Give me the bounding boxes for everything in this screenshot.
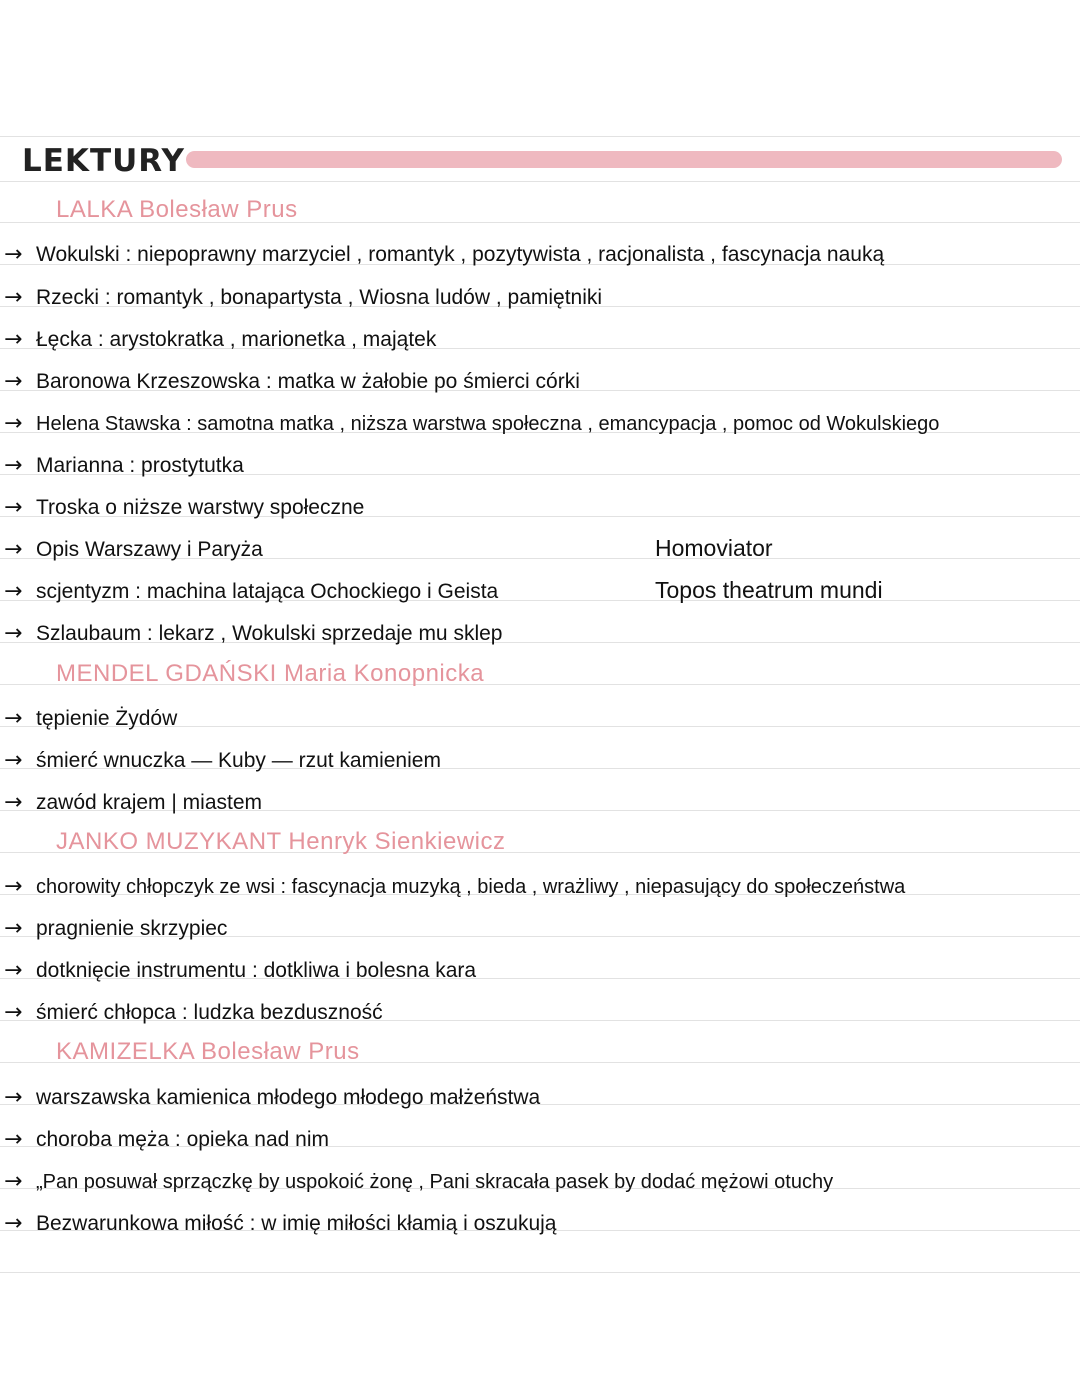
note-item: → śmierć chłopca : ludzka bezduszność [0, 996, 383, 1030]
arrow-right-icon: → [4, 285, 23, 310]
note-item: → Rzecki : romantyk , bonapartysta , Wiosna ludów , pamiętniki [0, 281, 602, 315]
note-item: → Szlaubaum : lekarz , Wokulski sprzedaje mu sklep [0, 617, 502, 651]
arrow-right-icon: → [4, 579, 23, 604]
side-note: Topos theatrum mundi [655, 577, 883, 603]
note-item: → śmierć wnuczka — Kuby — rzut kamieniem [0, 744, 441, 778]
note-item: → dotknięcie instrumentu : dotkliwa i bolesna kara [0, 954, 476, 988]
page-title: LEKTURY [22, 143, 185, 179]
arrow-right-icon: → [4, 874, 23, 899]
title-highlight-bar [186, 151, 1062, 168]
note-item: → „Pan posuwał sprzączkę by uspokoić żonę , Pani skracała pasek by dodać mężowi otuchy [0, 1165, 833, 1199]
note-item: → Helena Stawska : samotna matka , niższa warstwa społeczna , emancypacja , pomoc od Wokulskiego [0, 407, 939, 441]
ruled-line [0, 136, 1080, 137]
arrow-right-icon: → [4, 1127, 23, 1152]
note-item: → Marianna : prostytutka [0, 449, 244, 483]
arrow-right-icon: → [4, 1000, 23, 1025]
arrow-right-icon: → [4, 621, 23, 646]
section-title-lalka: LALKA Bolesław Prus [56, 196, 298, 223]
note-item: → Opis Warszawy i Paryża [0, 533, 263, 567]
arrow-right-icon: → [4, 958, 23, 983]
note-item: → Łęcka : arystokratka , marionetka , majątek [0, 323, 436, 357]
note-item: → Baronowa Krzeszowska : matka w żałobie po śmierci córki [0, 365, 580, 399]
note-item: → chorowity chłopczyk ze wsi : fascynacja muzyką , bieda , wrażliwy , niepasujący do społeczeństwa [0, 870, 905, 904]
note-item: → Wokulski : niepoprawny marzyciel , romantyk , pozytywista , racjonalista , fascynacja nauką [0, 238, 884, 272]
arrow-right-icon: → [4, 790, 23, 815]
arrow-right-icon: → [4, 537, 23, 562]
arrow-right-icon: → [4, 748, 23, 773]
arrow-right-icon: → [4, 1169, 23, 1194]
note-item: → scjentyzm : machina latająca Ochockiego i Geista [0, 575, 498, 609]
arrow-right-icon: → [4, 706, 23, 731]
note-item: → Troska o niższe warstwy społeczne [0, 491, 364, 525]
arrow-right-icon: → [4, 495, 23, 520]
arrow-right-icon: → [4, 916, 23, 941]
section-title-mendel: MENDEL GDAŃSKI Maria Konopnicka [56, 660, 485, 687]
arrow-right-icon: → [4, 1211, 23, 1236]
arrow-right-icon: → [4, 369, 23, 394]
arrow-right-icon: → [4, 242, 23, 267]
ruled-line [0, 181, 1080, 182]
note-item: → choroba męża : opieka nad nim [0, 1123, 329, 1157]
note-item: → tępienie Żydów [0, 702, 177, 736]
arrow-right-icon: → [4, 327, 23, 352]
note-item: → zawód krajem | miastem [0, 786, 262, 820]
note-item: → Bezwarunkowa miłość : w imię miłości kłamią i oszukują [0, 1207, 557, 1241]
section-title-janko: JANKO MUZYKANT Henryk Sienkiewicz [56, 828, 506, 855]
note-item: → pragnienie skrzypiec [0, 912, 227, 946]
note-item: → warszawska kamienica młodego młodego małżeństwa [0, 1081, 540, 1115]
arrow-right-icon: → [4, 411, 23, 436]
side-note: Homoviator [655, 535, 773, 561]
ruled-line [0, 1272, 1080, 1273]
arrow-right-icon: → [4, 1085, 23, 1110]
section-title-kamizelka: KAMIZELKA Bolesław Prus [56, 1038, 360, 1065]
arrow-right-icon: → [4, 453, 23, 478]
